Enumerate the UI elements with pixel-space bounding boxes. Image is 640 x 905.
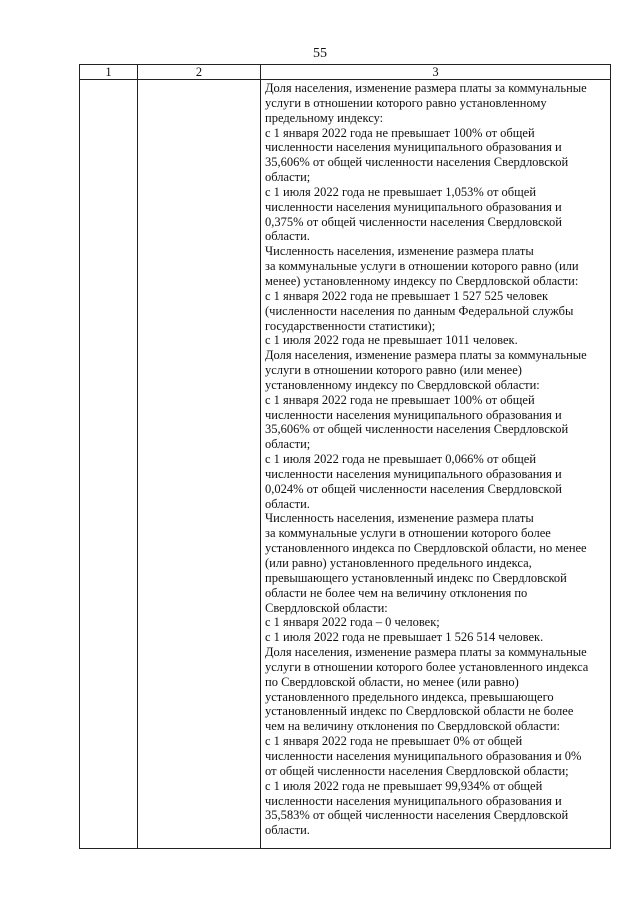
text-line: 35,583% от общей численности населения Свердловской bbox=[265, 808, 569, 823]
text-line: с 1 января 2022 года – 0 человек; bbox=[265, 615, 440, 630]
text-line: Доля населения, изменение размера платы за коммунальные bbox=[265, 348, 587, 363]
text-line: Свердловской области: bbox=[265, 600, 388, 615]
text-line: области. bbox=[265, 823, 310, 838]
cell-column-3 bbox=[261, 80, 611, 849]
text-line: области. bbox=[265, 229, 310, 244]
text-line: предельному индексу: bbox=[265, 110, 384, 125]
text-line: численности населения муниципального образования и bbox=[265, 466, 562, 481]
column-header-2: 2 bbox=[138, 65, 261, 80]
text-line: 0,024% от общей численности населения Свердловской bbox=[265, 481, 562, 496]
text-line: с 1 июля 2022 года не превышает 1 526 514 человек. bbox=[265, 630, 544, 645]
text-line: (или равно) установленного предельного индекса, bbox=[265, 556, 532, 570]
text-line: услуги в отношении которого более установленного индекса bbox=[265, 659, 589, 674]
table-header-row bbox=[80, 65, 611, 80]
text-line: численности населения муниципального образования и bbox=[265, 793, 562, 808]
text-line: услуги в отношении которого равно установленному bbox=[265, 95, 547, 110]
text-line: с 1 января 2022 года не превышает 100% от общей bbox=[265, 125, 535, 140]
text-line: установленного индекса по Свердловской области, но менее bbox=[265, 541, 587, 556]
text-line: 35,606% от общей численности населения Свердловской bbox=[265, 155, 569, 170]
text-line: 35,606% от общей численности населения Свердловской bbox=[265, 422, 569, 437]
text-line: численности населения муниципального образования и 0% bbox=[265, 748, 582, 763]
text-line: установленному индексу по Свердловской области: bbox=[265, 377, 540, 392]
cell-column-1 bbox=[80, 80, 138, 849]
text-line: за коммунальные услуги в отношении которого более bbox=[265, 526, 551, 541]
column-header-3: 3 bbox=[261, 65, 611, 80]
document-table bbox=[79, 64, 611, 849]
page-number: 55 bbox=[313, 46, 327, 61]
table-row bbox=[80, 80, 611, 849]
text-line: Численность населения, изменение размера платы bbox=[265, 511, 534, 526]
text-line: с 1 января 2022 года не превышает 100% от общей bbox=[265, 392, 535, 407]
text-line: с 1 июля 2022 года не превышает 1011 человек. bbox=[265, 333, 518, 348]
text-line: чем на величину отклонения по Свердловской области: bbox=[265, 719, 561, 734]
text-line: с 1 июля 2022 года не превышает 1,053% от общей bbox=[265, 184, 537, 199]
text-line: с 1 июля 2022 года не превышает 0,066% от общей bbox=[265, 452, 537, 467]
text-line: услуги в отношении которого равно (или менее) bbox=[265, 363, 522, 378]
text-line: установленный индекс по Свердловской области не более bbox=[265, 704, 574, 719]
text-line: превышающего установленный индекс по Свердловской bbox=[265, 570, 567, 585]
text-line: численности населения муниципального образования и bbox=[265, 199, 562, 214]
text-line: по Свердловской области, но менее (или равно) bbox=[265, 674, 519, 689]
column-header-1: 1 bbox=[80, 65, 138, 80]
text-line: Доля населения, изменение размера платы за коммунальные bbox=[265, 81, 587, 95]
indicator-text-block bbox=[261, 80, 610, 838]
text-line: области не более чем на величину отклонения по bbox=[265, 585, 528, 600]
text-line: области. bbox=[265, 496, 310, 511]
text-line: Доля населения, изменение размера платы за коммунальные bbox=[265, 645, 587, 660]
text-line: менее) установленному индексу по Свердловской области: bbox=[265, 273, 579, 288]
cell-column-2 bbox=[138, 80, 261, 849]
text-line: от общей численности населения Свердловской области; bbox=[265, 763, 569, 778]
text-line: области; bbox=[265, 170, 311, 185]
text-line: (численности населения по данным Федеральной службы bbox=[265, 303, 574, 318]
text-line: государственности статистики); bbox=[265, 318, 436, 333]
text-line: с 1 января 2022 года не превышает 1 527 525 человек bbox=[265, 288, 549, 303]
text-line: Численность населения, изменение размера платы bbox=[265, 244, 534, 259]
text-line: с 1 января 2022 года не превышает 0% от общей bbox=[265, 734, 523, 749]
text-line: с 1 июля 2022 года не превышает 99,934% от общей bbox=[265, 778, 543, 793]
text-line: численности населения муниципального образования и bbox=[265, 407, 562, 422]
text-line: 0,375% от общей численности населения Свердловской bbox=[265, 214, 562, 229]
text-line: области; bbox=[265, 437, 311, 452]
text-line: численности населения муниципального образования и bbox=[265, 140, 562, 155]
text-line: за коммунальные услуги в отношении которого равно (или bbox=[265, 259, 579, 274]
text-line: установленного предельного индекса, превышающего bbox=[265, 689, 554, 704]
